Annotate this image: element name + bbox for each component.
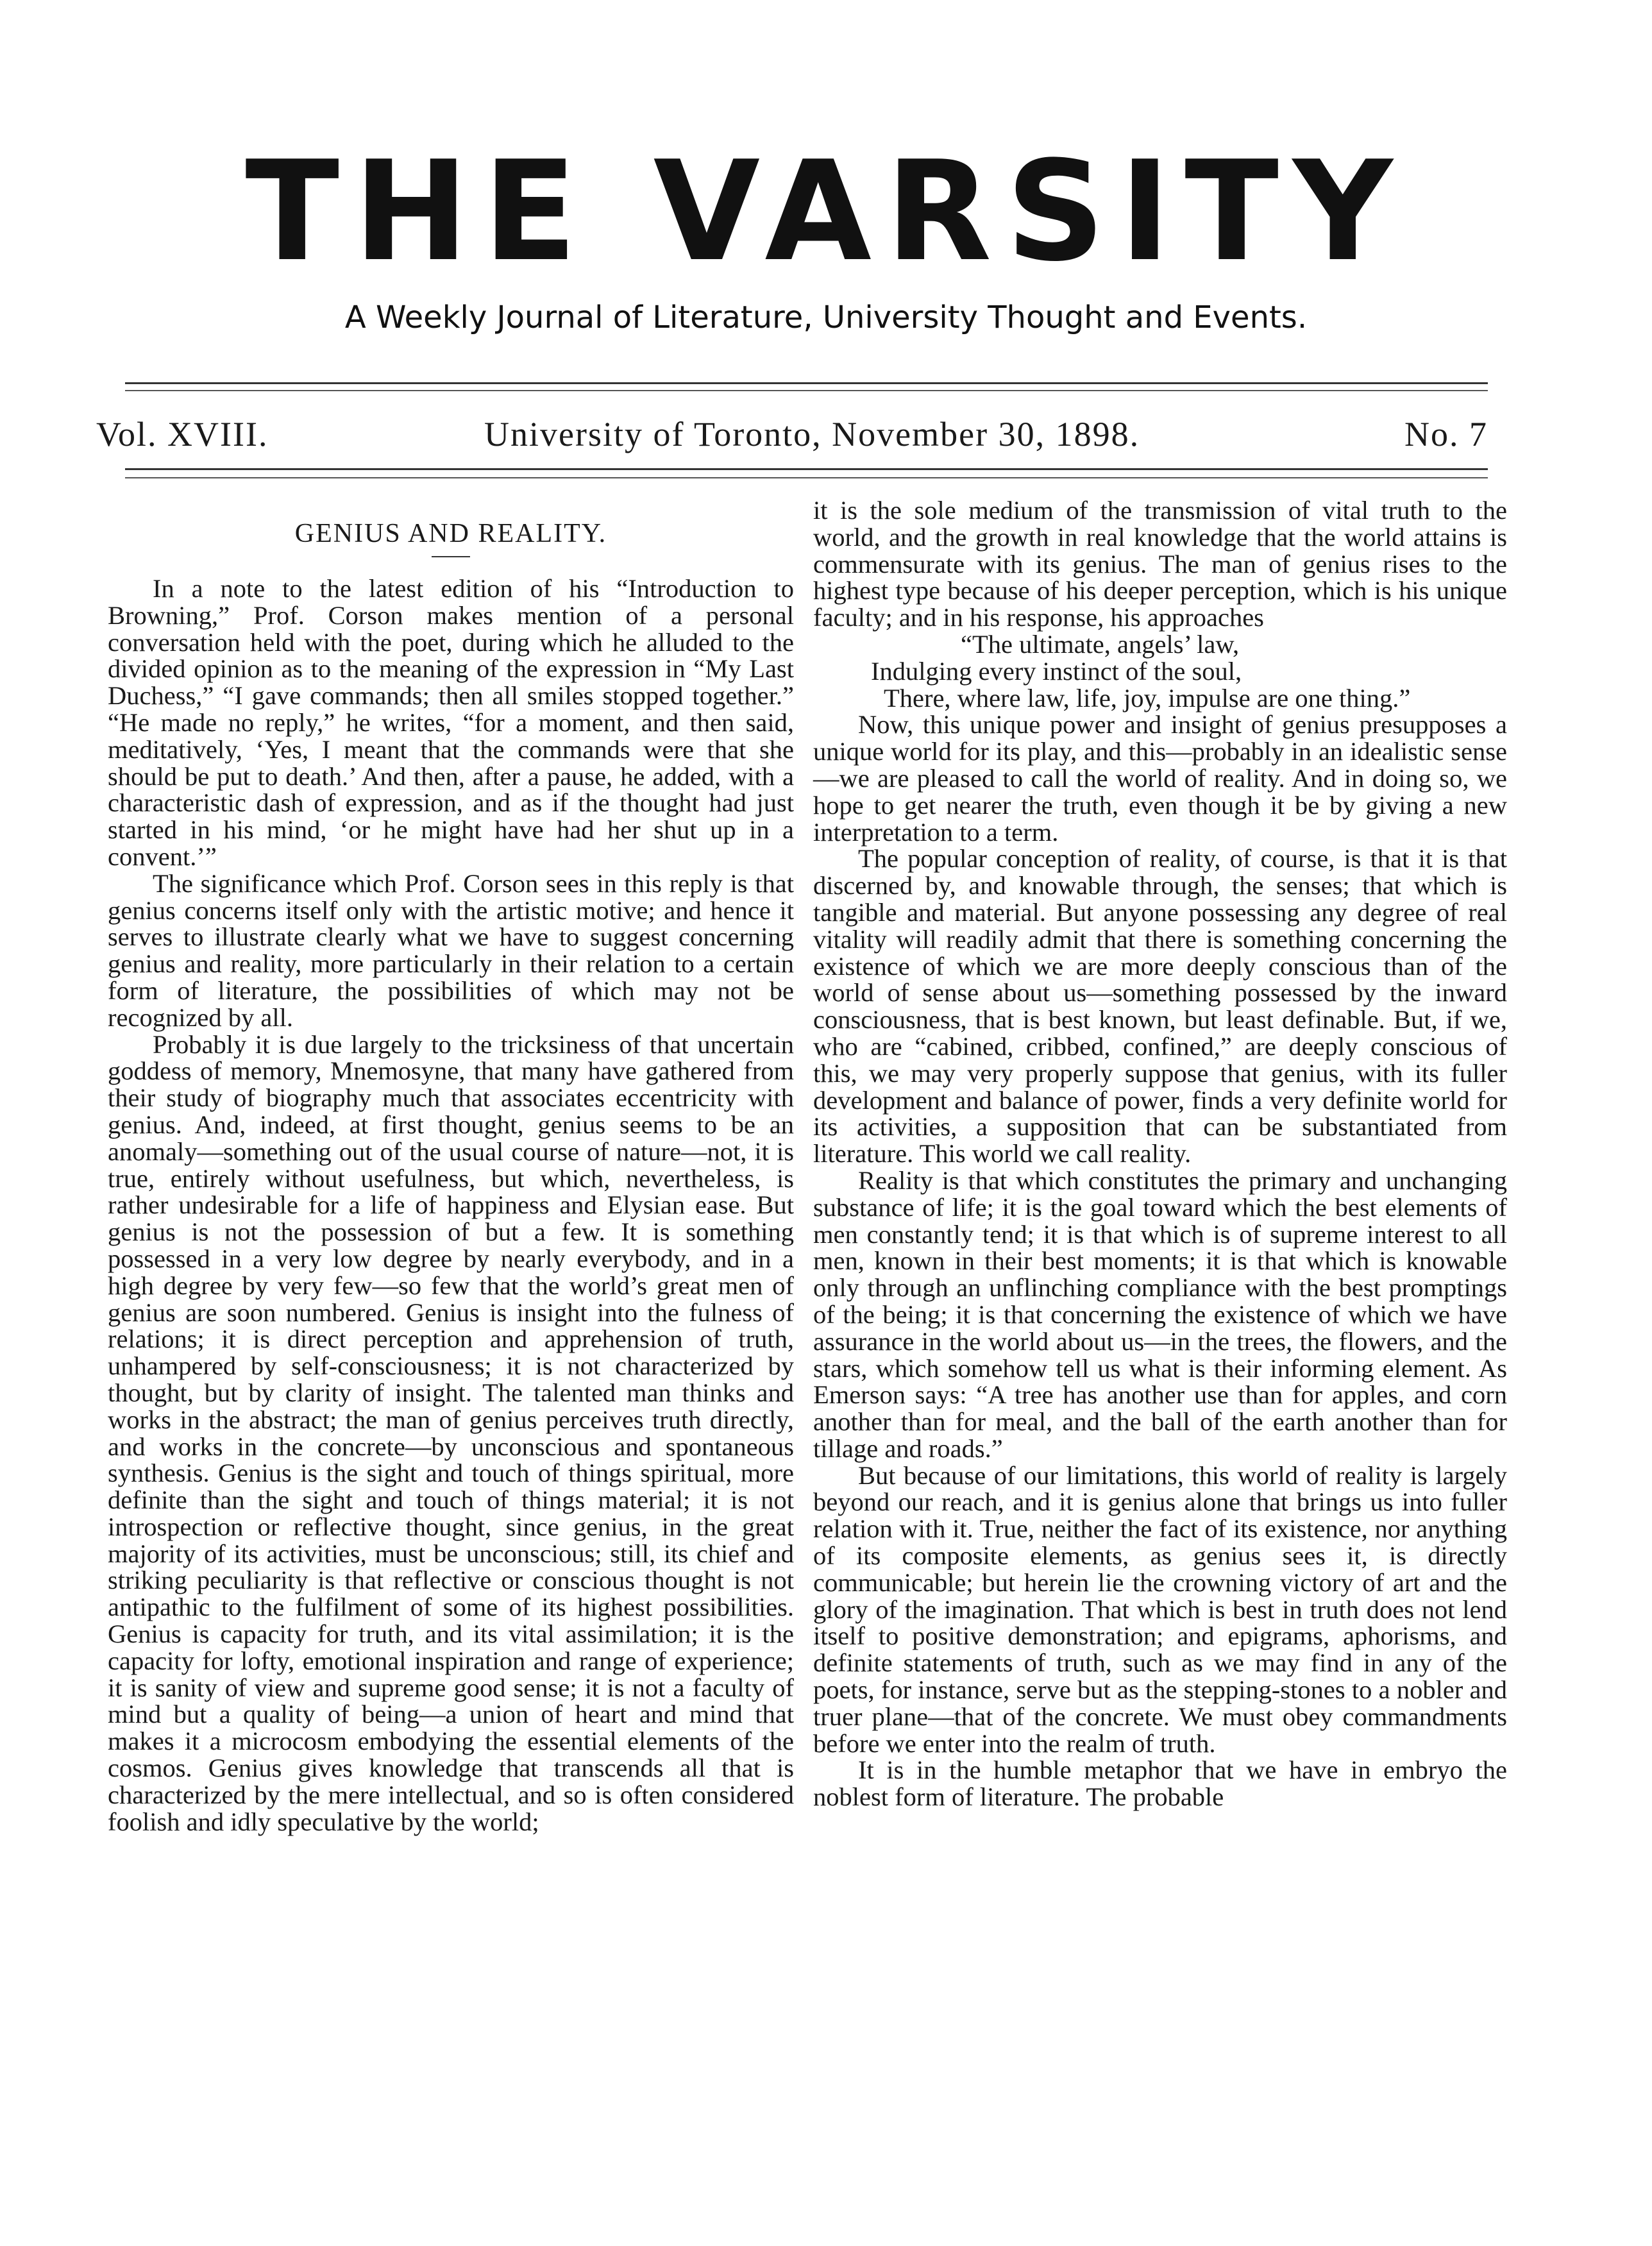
paragraph: It is in the humble metaphor that we have in embryo the noblest form of literature. The probable — [813, 1755, 1507, 1812]
paragraph: But because of our limitations, this world of reality is largely beyond our reach, and it is genius alone that brings us into fuller relation with it. True, neither the fact of its existence, nor anything of its composite elements, as genius sees it, is directly communicable; but herein lie the crowning victory of art and the glory of the imagination. That which is best in truth does not lend itself to positive demonstration; and epigrams, aphorisms, and definite statements of truth, such as we may find in any of the poets, for instance, serve but as the stepping-stones to a nobler and truer plane—that of the concrete. We must obey commandments before we enter into the realm of truth. — [813, 1460, 1507, 1758]
volume-label: Vol. XVIII. — [96, 415, 269, 453]
place-date-label: University of Toronto, November 30, 1898. — [484, 415, 1140, 453]
paragraph: Probably it is due largely to the tricksiness of that uncertain goddess of memory, Mnemosyne, that many have gathered from their study of biography much that associates eccentricity with genius. And, indeed, at first thought, genius seems to be an anomaly—something out of the usual course of nature—not, it is true, entirely without usefulness, but which, nevertheless, is rather undesirable for a life of happiness and Elysian ease. But genius is not the possession of but a few. It is something possessed in a very low degree by nearly everybody, and in a high degree by very few—so few that the world’s great men of genius are soon numbered. Genius is insight into the fulness of relations; it is direct perception and apprehension of truth, unhampered by self-consciousness; it is not characterized by thought, but by clarity of insight. The talented man thinks and works in the abstract; the man of genius perceives truth directly, and works in the concrete—by unconscious and spontaneous synthesis. Genius is the sight and touch of things spiritual, more definite than the sight and touch of things material; it is not introspection or reflective thought, since genius, in the great majority of its activities, must be unconscious; still, its chief and striking peculiarity is that reflective or conscious thought is not antipathic to the fulfilment of some of its highest possibilities. Genius is capacity for truth, and its vital assimilation; it is the capacity for lofty, emotional inspiration and range of experience; it is sanity of view and supreme good sense; it is not a faculty of mind but a quality of being—a union of heart and mind that makes it a microcosm embodying the essential elements of the cosmos. Genius gives knowledge that transcends all that is characterized by the mere intellectual, and so is often considered foolish and idly speculative by the world; — [108, 1029, 794, 1836]
paragraph: The significance which Prof. Corson sees in this reply is that genius concerns itself only with the artistic motive; and hence it serves to illustrate clearly what we have to suggest concerning genius and reality, more particularly in their relation to a certain form of literature, the possibilities of which may not be recognized by all. — [108, 868, 794, 1032]
paragraph: The popular conception of reality, of course, is that it is that discerned by, and knowable through, the senses; that which is tangible and material. But anyone possessing any degree of real vitality will readily admit that there is something concerning the existence of which we are more deeply conscious than of the world of sense about us—something possessed by the inward consciousness, that is best known, but least definable. But, if we, who are “cabined, cribbed, confined,” are deeply conscious of this, we may very properly suppose that genius, with its fuller development and balance of power, finds a very definite world for its activities, a supposition that can be substantiated from literature. This world we call reality. — [813, 844, 1507, 1169]
top-rule — [125, 382, 1488, 384]
verse-line: There, where law, life, joy, impulse are one thing.” — [884, 683, 1411, 713]
right-column — [813, 497, 1507, 1811]
bottom-rule — [125, 468, 1488, 470]
top-rule-thin — [125, 390, 1488, 391]
title-dash — [432, 556, 470, 557]
paragraph: In a note to the latest edition of his “Introduction to Browning,” Prof. Corson makes mention of a personal conversation held with the poet, during which he alluded to the divided opinion as to the meaning of the expression in “My Last Duchess,” “I gave commands; then all smiles stopped together.” “He made no reply,” he writes, “for a moment, and then said, meditatively, ‘Yes, I meant that the commands were that she should be put to death.’ And then, after a pause, he added, with a characteristic dash of expression, and as if the thought had just started in his mind, ‘or he might have had her shut up in a convent.’” — [108, 574, 794, 871]
newspaper-subtitle: A Weekly Journal of Literature, University Thought and Events. — [344, 300, 1308, 335]
article-title: GENIUS AND REALITY. — [294, 519, 607, 548]
verse-line: “The ultimate, angels’ law, — [961, 629, 1240, 659]
issue-number-label: No. 7 — [1404, 415, 1488, 453]
paragraph-continuation: it is the sole medium of the transmission of vital truth to the world, and the growth in real knowledge that the world attains is commensurate with its genius. The man of genius rises to the highest type because of his deeper perception, which is his unique faculty; and in his response, his approaches — [813, 496, 1507, 632]
bottom-rule-thin — [125, 477, 1488, 478]
masthead — [0, 131, 1652, 337]
newspaper-title: THE VARSITY — [245, 131, 1407, 292]
verse-line: Indulging every instinct of the soul, — [871, 656, 1242, 686]
paragraph: Now, this unique power and insight of genius presupposes a unique world for its play, and this—probably in an idealistic sense—we are pleased to call the world of reality. And in doing so, we hope to get nearer the truth, even though it be by giving a new interpretation to a term. — [813, 710, 1507, 847]
left-column — [108, 503, 794, 1835]
paragraph: Reality is that which constitutes the primary and unchanging substance of life; it is the goal toward which the best elements of men constantly tend; it is that which is of supreme interest to all men, known in their best moments; it is that which is knowable only through an unflinching compliance with the best promptings of the being; it is that concerning the existence of which we have assurance in the world about us—in the trees, the flowers, and the stars, which somehow tell us what is their informing element. As Emerson says: “A tree has another use than for apples, and corn another than for meal, and the ball of the earth another than for tillage and roads.” — [813, 1165, 1507, 1463]
